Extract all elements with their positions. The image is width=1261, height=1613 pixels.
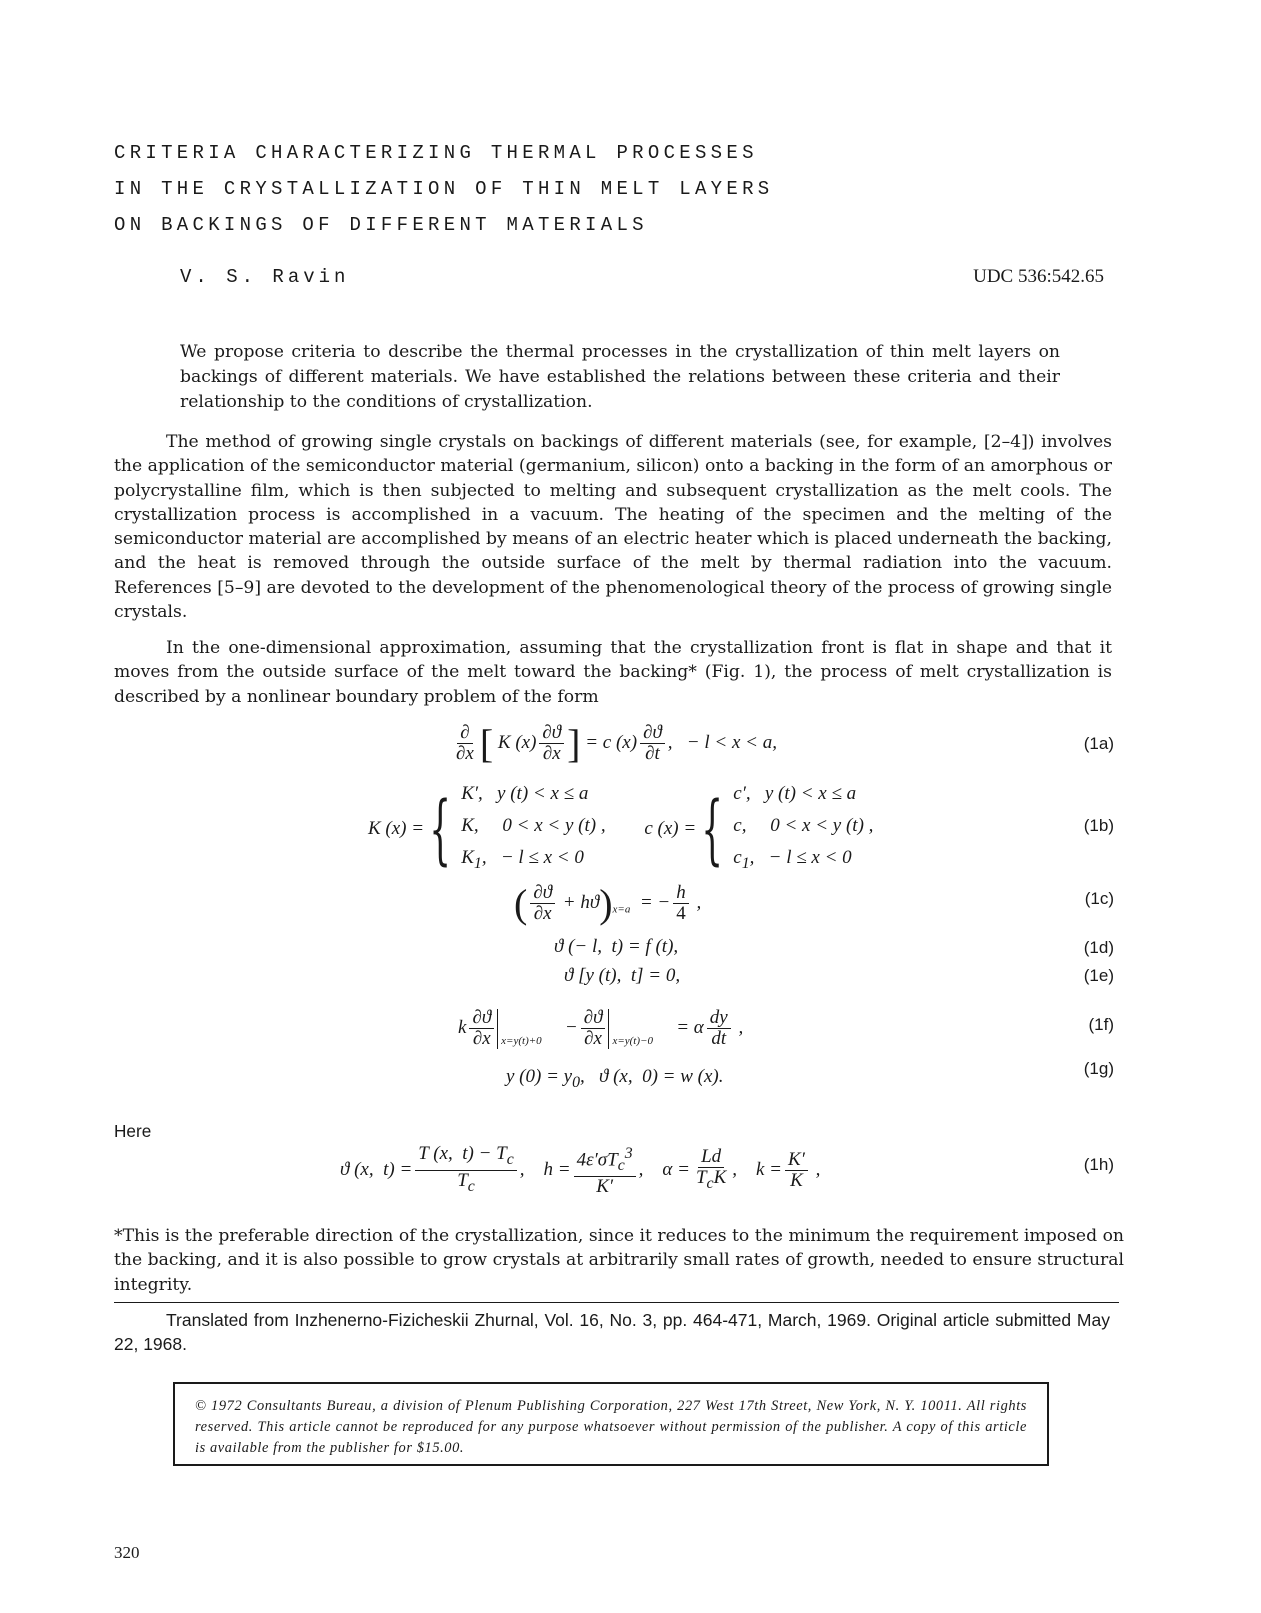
eq-number-1d: (1d) bbox=[1083, 938, 1114, 957]
title-line-2: IN THE CRYSTALLIZATION OF THIN MELT LAYERS bbox=[114, 178, 774, 200]
eq-number-1h: (1h) bbox=[1083, 1155, 1114, 1174]
eq-number-1f: (1f) bbox=[1088, 1015, 1114, 1034]
equation-1a: $\frac{\partial}{\partial x}$ [ K (x) $\frac{\partial ϑ}{\partial x}$ ] = c (x) $\frac{\partial ϑ}{\partial t}$ , − l < x < a, bbox=[456, 721, 777, 766]
footnote-rule bbox=[114, 1302, 1119, 1303]
paragraph-1: The method of growing single crystals on backings of different materials (see, for example, [2–4]) involves the application of the semiconductor material (germanium, silicon) onto a backing in the form of an amorphous or polycrystalline film, which is then subjected to melting and subsequent crystallization as the melt cools. The crystallization process is accomplished in a vacuum. The heating of the specimen and the melting of the semiconductor material are accomplished by means of an electric heater which is placed underneath the backing, and the heat is removed through the outside surface of the melt by thermal radiation into the vacuum. References [5–9] are devoted to the development of the phenomenological theory of the process of growing single crystals. bbox=[114, 432, 1112, 623]
equation-1e: ϑ [y (t), t] = 0, bbox=[564, 965, 681, 986]
equation-1g: y $(0) = y_0$, ϑ (x, 0) = w (x). bbox=[506, 1066, 724, 1091]
eq-number-1g: (1g) bbox=[1083, 1059, 1114, 1078]
udc-code: UDC 536:542.65 bbox=[973, 266, 1104, 287]
equation-1c: ( $\frac{\partial ϑ}{\partial x}$ + $hϑ)_{x=a}$ = − $\frac{h}{4}$ , bbox=[514, 881, 702, 926]
author: V. S. Ravin bbox=[180, 266, 350, 288]
copyright-text: © 1972 Consultants Bureau, a division of Plenum Publishing Corporation, 227 West 17th Street, New York, N. Y. 10011. All rights reserved. This article cannot be reproduced for any purpose whatsoever without permission of the publisher. A copy of this article is available from the publisher for $15.00. bbox=[195, 1398, 1027, 1456]
equation-1h: ϑ (x, t) = $\frac{T (x, t) - T_c}{T_c}$ , h = $\frac{4\varepsilon'\sigma T_c^3}{K'}$ , α = $\frac{Ld}{T_cK}$ , k = $\frac{K'}{K}$ , bbox=[340, 1143, 821, 1198]
eq-number-1a: (1a) bbox=[1083, 734, 1114, 753]
translation-note: Translated from Inzhenerno-Fizicheskii Zhurnal, Vol. 16, No. 3, pp. 464-471, March, 1969. Original article submitted May 22, 1968. bbox=[114, 1310, 1110, 1354]
abstract: We propose criteria to describe the thermal processes in the crystallization of thin melt layers on backings of different materials. We have established the relations between these criteria and their relationship to the conditions of crystallization. bbox=[180, 342, 1060, 412]
copyright-box bbox=[173, 1382, 1049, 1466]
equation-1d: ϑ (− l, t) = f (t), bbox=[554, 936, 679, 957]
page-number: 320 bbox=[114, 1543, 140, 1562]
footnote: *This is the preferable direction of the crystallization, since it reduces to the minimum the requirement imposed on the backing, and it is also possible to grow crystals at arbitrarily small rates of growth, needed to ensure structural integrity. bbox=[114, 1226, 1124, 1295]
eq-number-1c: (1c) bbox=[1084, 889, 1114, 908]
equation-1b: K (x) ={ K′, y (t) < x ≤ a K, 0 < x < y (t) , $K_1$, − l ≤ x < 0 c (x) ={ c′, y (t) < x ≤ a c, 0 < x < y (t) , $c_1$, − l ≤ x < 0 bbox=[368, 783, 874, 873]
equation-1f: k $\frac{\partial ϑ}{\partial x}$ x=y(t)+0 − $\frac{\partial ϑ}{\partial x}$ x=y(t)−0 = α $\frac{dy}{dt}$ , bbox=[458, 1007, 744, 1049]
title-line-1: CRITERIA CHARACTERIZING THERMAL PROCESSES bbox=[114, 142, 758, 164]
here-label: Here bbox=[114, 1121, 152, 1141]
paragraph-2: In the one-dimensional approximation, assuming that the crystallization front is flat in shape and that it moves from the outside surface of the melt toward the backing* (Fig. 1), the process of melt crystallization is described by a nonlinear boundary problem of the form bbox=[114, 638, 1112, 707]
eq-number-1e: (1e) bbox=[1083, 966, 1114, 985]
eq-number-1b: (1b) bbox=[1083, 816, 1114, 835]
title-line-3: ON BACKINGS OF DIFFERENT MATERIALS bbox=[114, 214, 648, 236]
